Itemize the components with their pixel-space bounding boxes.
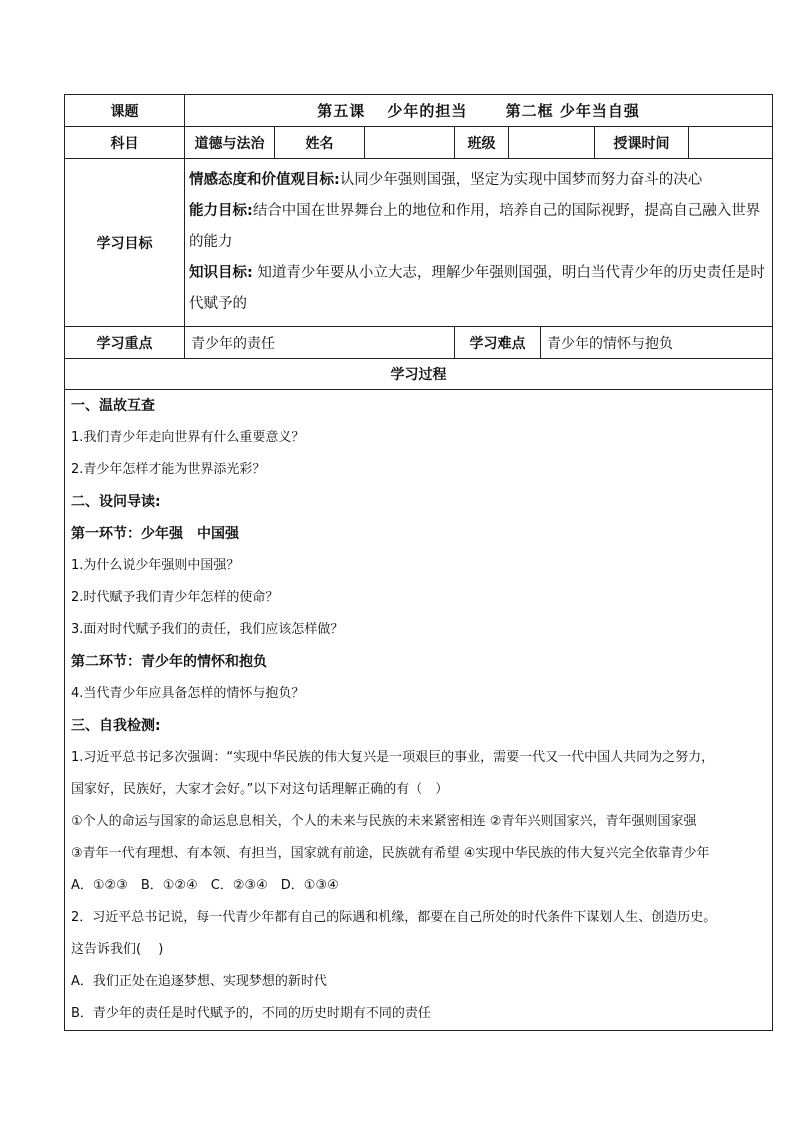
key-point-label: 学习重点 [65,327,185,359]
process-line: ①个人的命运与国家的命运息息相关，个人的未来与民族的未来紧密相连 ②青年兴则国家兴，青年强则国家强 [71,814,697,829]
section-heading: 二、设问导读: [71,494,161,510]
process-content [65,390,773,1031]
objective-text: 认同少年强则国强，坚定为实现中国梦而努力奋斗的决心 [339,172,703,188]
process-title-row [65,359,773,390]
class-field[interactable] [509,127,595,159]
section-heading: 三、自我检测: [71,718,161,734]
difficulty-label: 学习难点 [455,327,541,359]
process-line: ③青年一代有理想、有本领、有担当，国家就有前途，民族就有希望 ④实现中华民族的伟大复兴完全依靠青少年 [71,846,710,861]
process-line: 4.当代青少年应具备怎样的情怀与抱负？ [71,686,305,701]
topic-label: 课题 [65,95,185,127]
difficulty-value: 青少年的情怀与抱负 [541,327,773,359]
name-field[interactable] [365,127,455,159]
process-line: 国家好，民族好，大家才会好。”以下对这句话理解正确的有（ ） [71,782,449,797]
section-heading: 第一环节：少年强 中国强 [71,526,239,542]
lesson-plan-table [64,94,773,1031]
info-row [65,127,773,159]
subject-label: 科目 [65,127,185,159]
objectives-row [65,159,773,327]
section-heading: 第二环节：青少年的情怀和抱负 [71,654,267,670]
objective-knowledge [189,258,768,320]
name-label: 姓名 [275,127,365,159]
objectives-content [185,159,773,327]
time-field[interactable] [689,127,773,159]
section-heading: 一、温故互查 [71,398,155,414]
process-line: 3.面对时代赋予我们的责任，我们应该怎样做？ [71,622,344,637]
process-line: 1.我们青少年走向世界有什么重要意义？ [71,430,305,445]
process-lines [71,390,766,1030]
key-point-value: 青少年的责任 [185,327,455,359]
class-label: 班级 [455,127,509,159]
process-line: 1.为什么说少年强则中国强？ [71,558,240,573]
objective-ability [189,196,768,258]
objective-text: 结合中国在世界舞台上的地位和作用，培养自己的国际视野，提高自己融入世界的能力 [189,203,761,250]
topic-value: 第五课 少年的担当 第二框 少年当自强 [185,95,773,127]
objectives-label: 学习目标 [65,159,185,327]
process-line: A．我们正处在追逐梦想、实现梦想的新时代 [71,974,327,989]
lesson-plan-page [64,94,772,1031]
process-row [65,390,773,1031]
topic-row [65,95,773,127]
objective-affective [189,165,768,196]
objective-key: 知识目标: [189,265,253,281]
subject-value: 道德与法治 [185,127,275,159]
objective-key: 情感态度和价值观目标: [189,172,340,188]
process-title: 学习过程 [65,359,773,390]
process-line: 2.时代赋予我们青少年怎样的使命？ [71,590,279,605]
process-line: 2.青少年怎样才能为世界添光彩？ [71,462,266,477]
objective-text: 知道青少年要从小立大志，理解少年强则国强，明白当代青少年的历史责任是时代赋予的 [189,265,765,312]
focus-row [65,327,773,359]
process-line: 2．习近平总书记说，每一代青少年都有自己的际遇和机缘，都要在自己所处的时代条件下谋划人生、创造历史。 [71,910,717,925]
process-line: 这告诉我们( ) [71,942,164,957]
objective-key: 能力目标: [189,203,253,219]
process-line: 1.习近平总书记多次强调：“实现中华民族的伟大复兴是一项艰巨的事业，需要一代又一代中国人共同为之努力， [71,750,715,765]
process-line: A．①②③ B．①②④ C．②③④ D．①③④ [71,878,339,893]
process-line: B．青少年的责任是时代赋予的，不同的历史时期有不同的责任 [71,1006,431,1021]
time-label: 授课时间 [595,127,689,159]
